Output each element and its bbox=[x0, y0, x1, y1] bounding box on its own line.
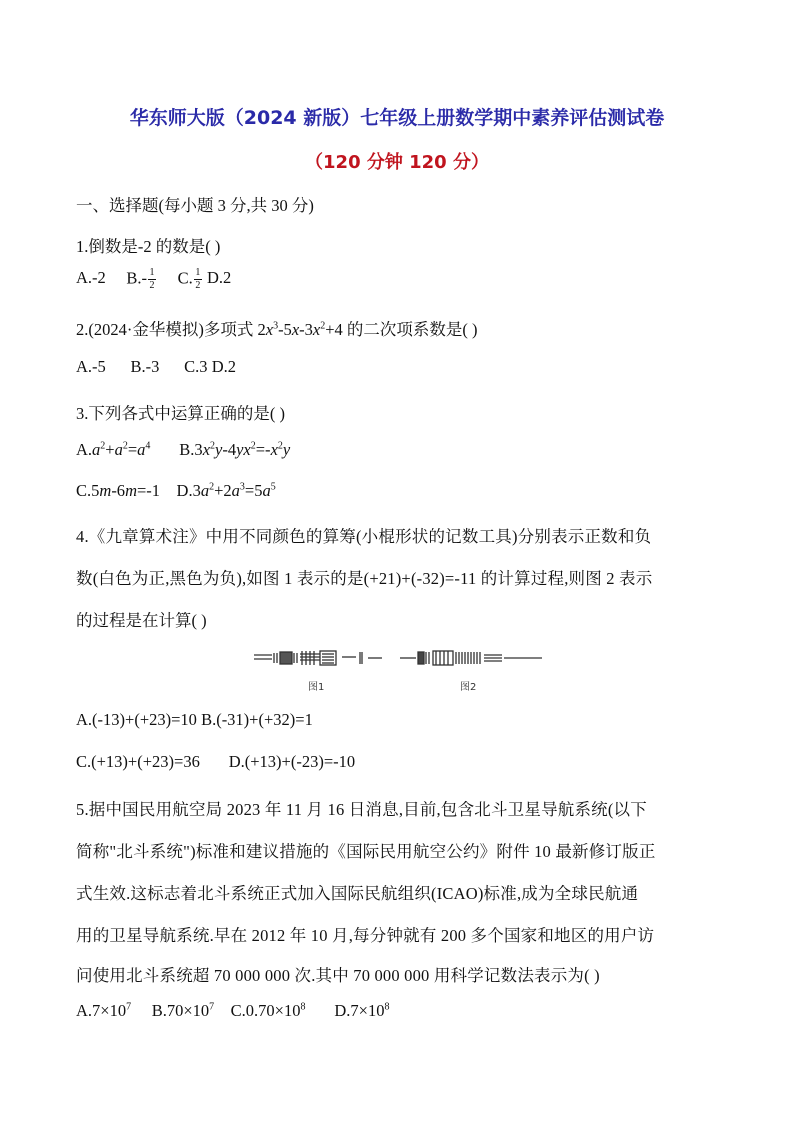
q5-option-d: $D.7\times 10^8$ bbox=[334, 1001, 390, 1020]
q4-option-d: D.(+13)+(-23)=-10 bbox=[228, 752, 356, 771]
question-2-stem: 2.(2024·金华模拟)多项式 $2x^3-5x-3x^2+4$ 的二次项系数是( ) bbox=[76, 320, 478, 339]
question-5-line-1: 5.据中国民用航空局 2023 年 11 月 16 日消息,目前,包含北斗卫星导航系统(以下 bbox=[76, 800, 647, 819]
counting-rods-figure bbox=[250, 646, 550, 694]
question-1-options bbox=[76, 268, 231, 291]
q3-option-a: $A.a^2+a^2=a^4$ bbox=[76, 440, 151, 459]
q4-option-c: C.(+13)+(+23)=36 bbox=[76, 752, 200, 771]
figure-1-rods bbox=[254, 651, 382, 665]
fraction-half: $\frac{1}{2}$ bbox=[195, 267, 201, 291]
q3-option-c: C.5m-6m=-1 bbox=[76, 481, 161, 500]
q5-option-b: $B.70\times 10^7$ bbox=[151, 1001, 215, 1020]
question-4-options-row2 bbox=[76, 752, 355, 772]
figure-1-caption: 图1 bbox=[308, 682, 325, 693]
q4-option-a: A.(-13)+(+23)=10 bbox=[76, 710, 197, 729]
fraction-half: $\frac{1}{2}$ bbox=[149, 267, 155, 291]
q1-option-d: D.2 bbox=[206, 268, 232, 288]
counting-rods-illustration bbox=[250, 646, 550, 676]
question-4-line-3: 的过程是在计算( ) bbox=[76, 611, 207, 630]
question-3-options-row2 bbox=[76, 481, 276, 501]
question-5-line-2: 简称"北斗系统")标准和建议措施的《国际民用航空公约》附件 10 最新修订版正 bbox=[76, 842, 656, 861]
question-5-line-3: 式生效.这标志着北斗系统正式加入国际民航组织(ICAO)标准,成为全球民航通 bbox=[76, 884, 639, 903]
section-heading: 一、选择题(每小题 3 分,共 30 分) bbox=[76, 196, 314, 215]
q1-option-c: C. $\frac{1}{2}$ bbox=[177, 267, 201, 291]
question-3-stem: 3.下列各式中运算正确的是( ) bbox=[76, 404, 285, 423]
q2-option-b: B.-3 bbox=[130, 357, 160, 376]
q2-option-c: C.3 bbox=[184, 357, 208, 376]
page-title: 华东师大版（2024 新版）七年级上册数学期中素养评估测试卷 bbox=[129, 107, 665, 129]
q2-option-d: D.2 bbox=[211, 357, 236, 376]
question-4-line-2: 数(白色为正,黑色为负),如图 1 表示的是(+21)+(-32)=-11 的计算过程,则图 2 表示 bbox=[76, 569, 653, 588]
figure-2-caption: 图2 bbox=[460, 682, 477, 693]
q5-option-c: $C.0.70\times 10^8$ bbox=[230, 1001, 306, 1020]
question-5-options bbox=[76, 1001, 389, 1021]
q2-option-a: A.-5 bbox=[76, 357, 106, 376]
q3-option-d: $D.3a^2+2a^3=5a^5$ bbox=[176, 481, 276, 500]
question-4-options-row1 bbox=[76, 710, 313, 730]
question-2-options bbox=[76, 357, 236, 377]
question-5-line-5: 问使用北斗系统超 70 000 000 次.其中 70 000 000 用科学记数法表示为( ) bbox=[76, 966, 600, 985]
q5-option-a: $A.7\times 10^7$ bbox=[76, 1001, 132, 1020]
figure-2-rods bbox=[400, 651, 542, 665]
question-1-stem: 1.倒数是-2 的数是( ) bbox=[76, 237, 221, 256]
question-4-line-1: 4.《九章算术注》中用不同颜色的算筹(小棍形状的记数工具)分别表示正数和负 bbox=[76, 527, 652, 546]
page-subtitle: （120 分钟 120 分） bbox=[305, 152, 489, 173]
question-5-line-4: 用的卫星导航系统.早在 2012 年 10 月,每分钟就有 200 多个国家和地区的用户访 bbox=[76, 926, 655, 945]
question-3-options-row1 bbox=[76, 440, 290, 460]
q1-option-b: B.- $\frac{1}{2}$ bbox=[126, 267, 155, 291]
q4-option-b: B.(-31)+(+32)=1 bbox=[201, 710, 313, 729]
q3-option-b: $B.3x^2y-4yx^2=-x^2y$ bbox=[179, 440, 291, 459]
q1-option-a: A.-2 bbox=[76, 268, 106, 288]
